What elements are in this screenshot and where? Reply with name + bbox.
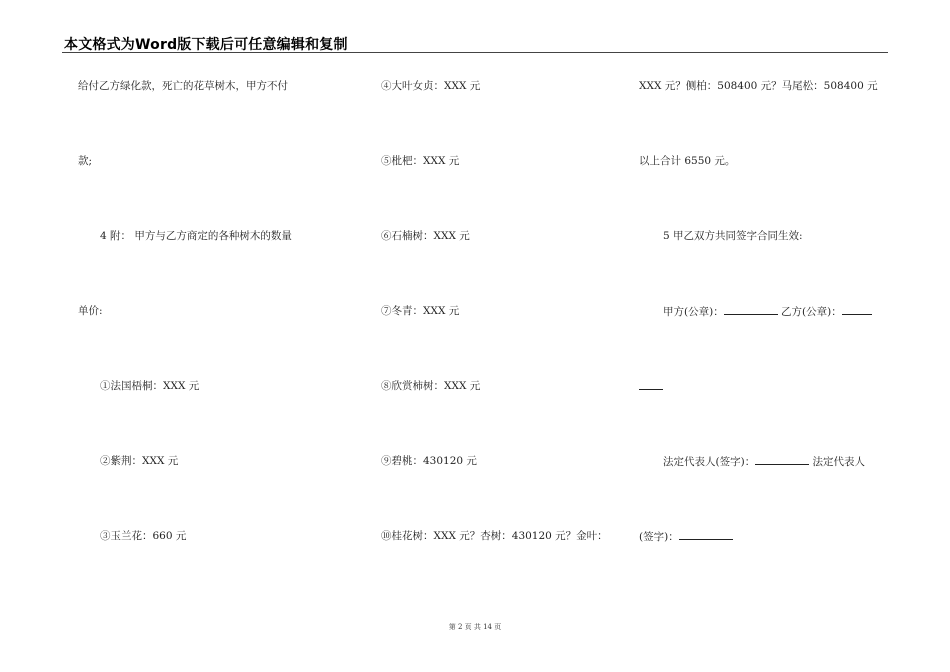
party-b-seal-blank [842,304,872,315]
middle-line-3: ⑥石楠树：XXX 元 [381,230,470,242]
left-line-2: 款; [78,155,93,167]
page-number-footer: 第 2 页 共 14 页 [448,623,502,631]
right-line-3: 5 甲乙双方共同签字合同生效: [663,230,803,242]
middle-line-1: ④大叶女贞：XXX 元 [381,80,481,92]
left-line-4: 单价: [78,305,103,317]
middle-line-5: ⑧欣赏柿树：XXX 元 [381,380,481,392]
party-a-seal-blank [724,304,778,315]
party-b-seal-blank-continued [639,379,663,394]
legal-rep-b-sign-label: (签字)： [639,531,679,543]
legal-rep-a-label: 法定代表人(签字)： [663,456,756,468]
left-line-7: ③玉兰花：660 元 [100,530,187,542]
middle-line-6: ⑨碧桃：430120 元 [381,455,477,467]
party-seal-line [663,304,872,319]
signature-blank-continued [639,379,663,390]
left-line-3: 4 附： 甲方与乙方商定的各种树木的数量 [100,230,292,242]
left-line-6: ②紫荆：XXX 元 [100,455,179,467]
header-divider [62,52,888,53]
middle-line-2: ⑤枇杷：XXX 元 [381,155,460,167]
party-b-seal-label: 乙方(公章)： [781,306,842,318]
legal-rep-line [663,454,865,469]
page-header-title: 本文格式为Word版下载后可任意编辑和复制 [64,37,348,53]
left-line-1: 给付乙方绿化款，死亡的花草树木，甲方不付 [78,80,288,92]
party-a-seal-label: 甲方(公章)： [663,306,724,318]
legal-rep-a-blank [755,454,809,465]
middle-line-7: ⑩桂花树：XXX 元？杏树：430120 元？金叶： [381,530,608,542]
right-line-1: XXX 元？侧柏：508400 元？马尾松：508400 元 [639,80,878,92]
legal-rep-b-sign-line [639,529,733,544]
middle-line-4: ⑦冬青：XXX 元 [381,305,460,317]
legal-rep-b-label: 法定代表人 [812,456,866,468]
left-line-5: ①法国梧桐：XXX 元 [100,380,200,392]
legal-rep-b-blank [679,529,733,540]
right-line-2: 以上合计 6550 元。 [639,155,736,167]
